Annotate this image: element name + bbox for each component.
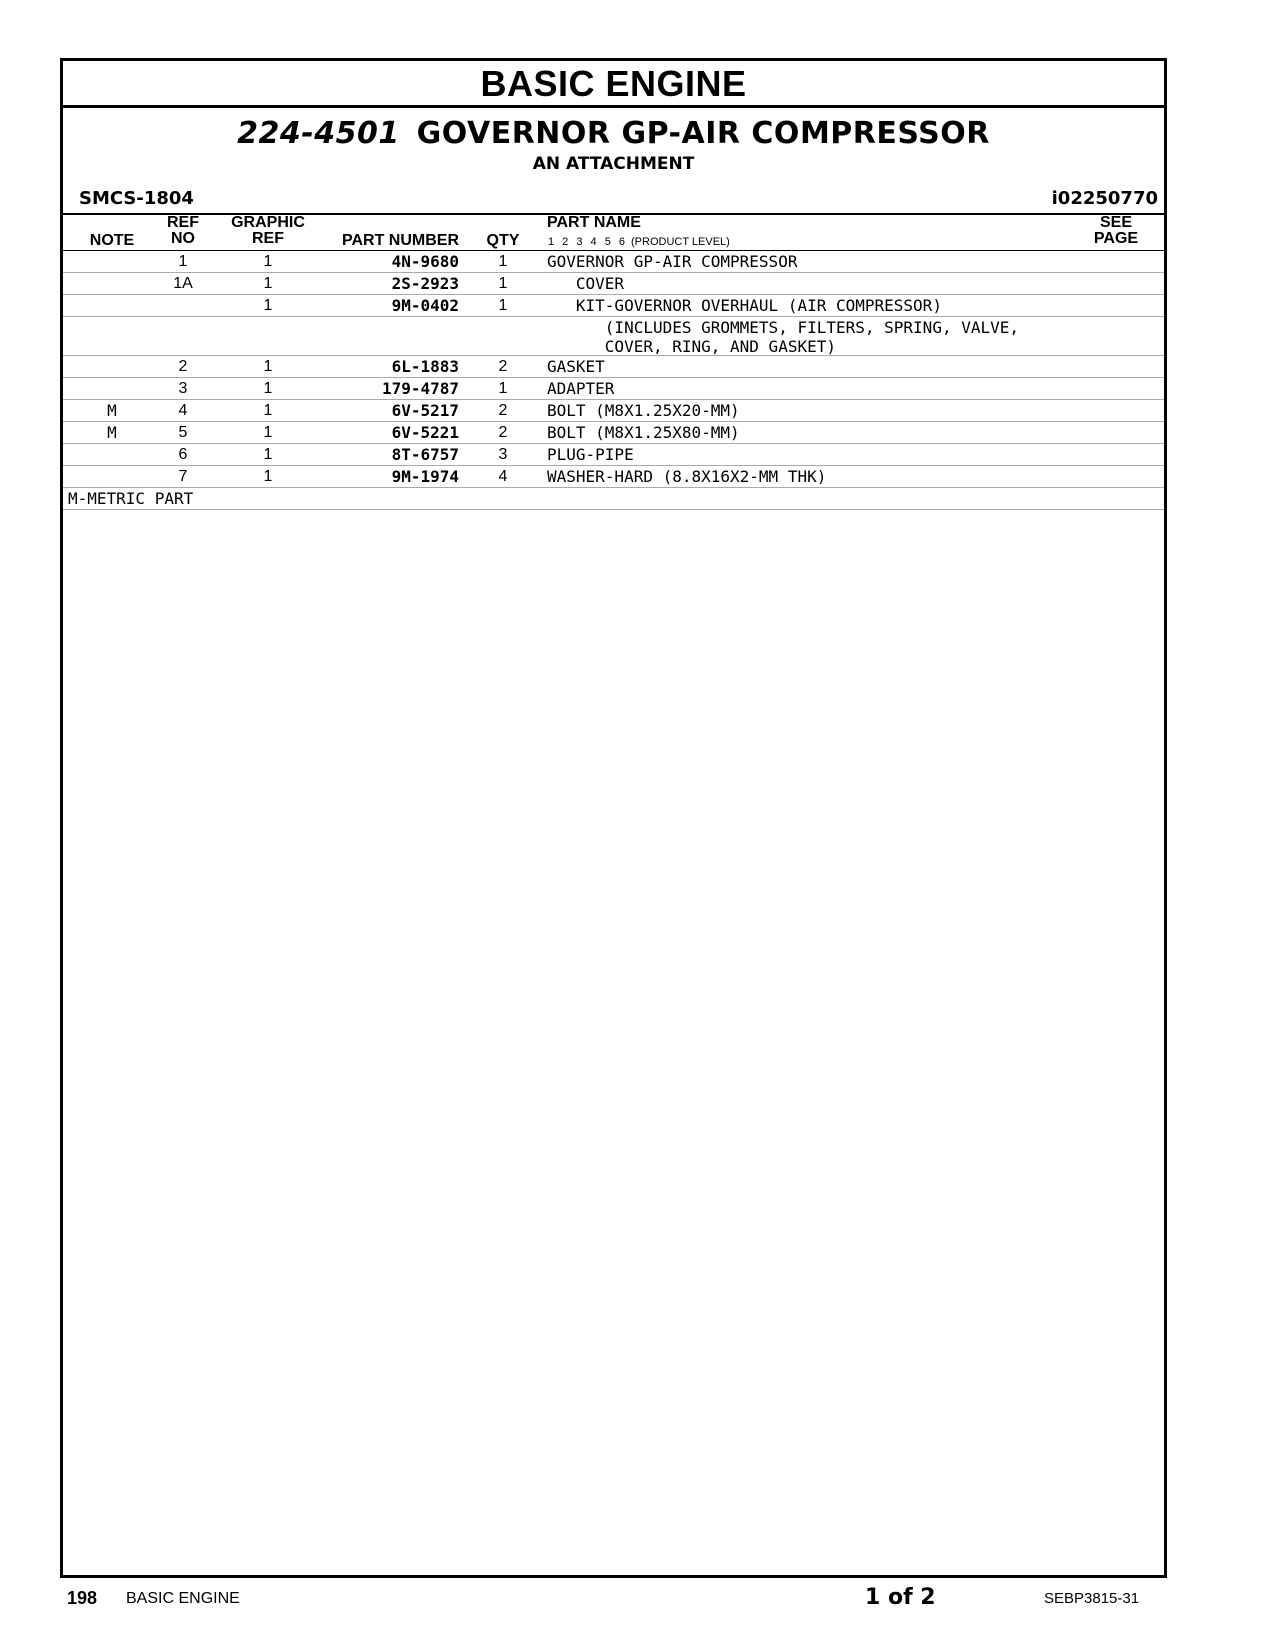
table-row (63, 400, 1164, 422)
part-name-cell: BOLT (M8X1.25X80-MM) (547, 423, 740, 442)
graphic-ref-cell: 1 (263, 380, 273, 397)
footer-section: BASIC ENGINE (126, 1590, 240, 1607)
part-number-cell: 9M-0402 (391, 296, 459, 315)
ref-no-cell: 1A (173, 275, 193, 292)
graphic-ref-cell: 1 (263, 275, 273, 292)
qty-cell: 4 (498, 468, 508, 485)
ref-no-cell: 1 (178, 253, 188, 270)
qty-cell: 1 (498, 297, 508, 314)
group-number: 224-4501 (237, 116, 400, 151)
part-number-cell: 6V-5217 (391, 401, 459, 420)
footer-page-number: 198 (67, 1588, 98, 1608)
col-header-ref-no (158, 215, 208, 247)
table-row (63, 356, 1164, 378)
note-cell: M (107, 423, 117, 442)
notes-row (63, 488, 1164, 510)
ref-no-cell: 4 (178, 402, 188, 419)
table-row (63, 251, 1164, 273)
table-row (63, 422, 1164, 444)
table-row (63, 273, 1164, 295)
col-header-part-name: PART NAME (547, 214, 641, 231)
qty-cell: 2 (498, 402, 508, 419)
section-title: BASIC ENGINE (63, 61, 1164, 108)
part-number-cell: 6V-5221 (391, 423, 459, 442)
part-number-cell: 9M-1974 (391, 467, 459, 486)
ref-no-cell: 6 (178, 446, 188, 463)
col-header-see-line1: SEE (1099, 214, 1132, 231)
col-header-see-line2: PAGE (1093, 230, 1139, 247)
ref-no-cell: 5 (178, 424, 188, 441)
group-title (63, 117, 1164, 151)
part-name-cell: BOLT (M8X1.25X20-MM) (547, 401, 740, 420)
note-cell: M (107, 401, 117, 420)
graphic-ref-cell: 1 (263, 358, 273, 375)
col-header-note: NOTE (89, 232, 135, 249)
product-level-numbers: 1 2 3 4 5 6 (548, 236, 625, 248)
part-number-cell: 8T-6757 (391, 445, 459, 464)
col-header-ref-line1: REF (167, 214, 199, 231)
table-row (63, 378, 1164, 400)
col-header-gref-line1: GRAPHIC (231, 214, 305, 231)
col-header-qty: QTY (486, 232, 520, 249)
qty-cell: 1 (498, 275, 508, 292)
qty-cell: 1 (498, 380, 508, 397)
document-identifier: i02250770 (1051, 188, 1158, 209)
group-name: GOVERNOR GP-AIR COMPRESSOR (416, 116, 990, 151)
ref-no-cell: 2 (178, 358, 188, 375)
smcs-code: SMCS-1804 (79, 188, 194, 209)
col-header-graphic-ref (223, 215, 313, 247)
qty-cell: 2 (498, 424, 508, 441)
graphic-ref-cell: 1 (263, 446, 273, 463)
qty-cell: 3 (498, 446, 508, 463)
part-number-cell: 179-4787 (381, 379, 459, 398)
table-row (63, 466, 1164, 488)
part-name-cell: ADAPTER (547, 379, 615, 398)
footer-page-of: 1 of 2 (865, 1585, 936, 1610)
footer-doc-number: SEBP3815-31 (1044, 1590, 1140, 1607)
table-row (63, 444, 1164, 466)
col-header-ref-line2: NO (171, 230, 195, 247)
graphic-ref-cell: 1 (263, 468, 273, 485)
ref-no-cell: 3 (178, 380, 188, 397)
graphic-ref-cell: 1 (263, 402, 273, 419)
part-number-cell: 6L-1883 (391, 357, 459, 376)
ref-no-cell: 7 (178, 468, 188, 485)
col-header-gref-line2: REF (252, 230, 284, 247)
part-name-cell: KIT-GOVERNOR OVERHAUL (AIR COMPRESSOR) (547, 296, 942, 315)
part-name-cell: PLUG-PIPE (547, 445, 634, 464)
part-name-cell: COVER (547, 274, 625, 293)
col-header-see-page (1086, 215, 1146, 247)
graphic-ref-cell: 1 (263, 253, 273, 270)
part-name-cell: WASHER-HARD (8.8X16X2-MM THK) (547, 467, 827, 486)
part-name-cell: GOVERNOR GP-AIR COMPRESSOR (547, 252, 798, 271)
table-row (63, 317, 1164, 356)
page-frame (60, 58, 1167, 1578)
qty-cell: 1 (498, 253, 508, 270)
part-name-cell: GASKET (547, 357, 605, 376)
graphic-ref-cell: 1 (263, 297, 273, 314)
product-level-label: (PRODUCT LEVEL) (631, 236, 730, 248)
group-subtitle: AN ATTACHMENT (532, 154, 695, 174)
graphic-ref-cell: 1 (263, 424, 273, 441)
part-number-cell: 2S-2923 (391, 274, 459, 293)
qty-cell: 2 (498, 358, 508, 375)
part-name-cell: (INCLUDES GROMMETS, FILTERS, SPRING, VALVE, COVER, RING, AND GASKET) (604, 318, 1020, 356)
product-levels (548, 236, 730, 248)
col-header-part-number: PART NUMBER (341, 232, 459, 249)
part-number-cell: 4N-9680 (391, 252, 459, 271)
table-row (63, 295, 1164, 317)
parts-table (63, 251, 1164, 510)
page-footer (0, 1585, 1275, 1615)
metric-note: M-METRIC PART (68, 489, 194, 508)
